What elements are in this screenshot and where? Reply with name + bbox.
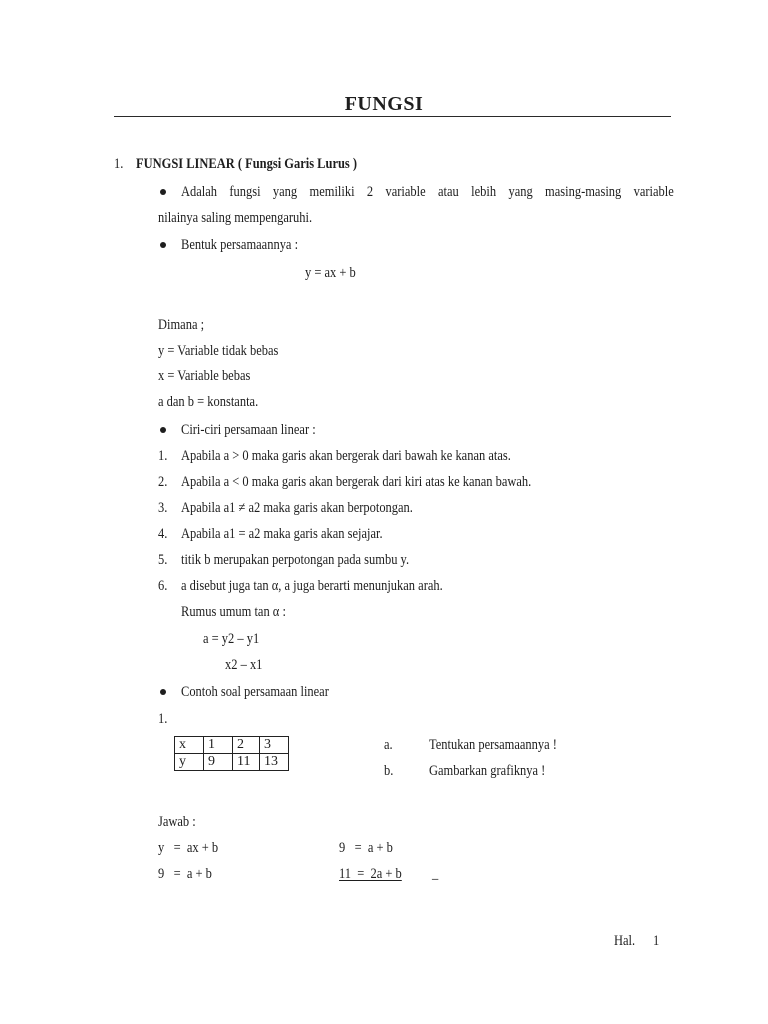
answer-right-line-1: 9 = a + b bbox=[339, 840, 393, 856]
where-x: x = Variable bebas bbox=[158, 368, 251, 384]
table-row bbox=[175, 754, 289, 771]
trait-number: 2. bbox=[158, 474, 168, 490]
trait-number: 6. bbox=[158, 578, 168, 594]
bullet-icon bbox=[160, 689, 166, 695]
table-cell: 3 bbox=[260, 737, 289, 754]
question-letter: b. bbox=[384, 763, 394, 779]
trait-text: titik b merupakan perpotongan pada sumbu y. bbox=[181, 552, 410, 568]
table-row bbox=[175, 737, 289, 754]
table-cell: 2 bbox=[233, 737, 260, 754]
question-text: Gambarkan grafiknya ! bbox=[429, 763, 546, 779]
where-ab: a dan b = konstanta. bbox=[158, 394, 259, 410]
section-heading: FUNGSI LINEAR ( Fungsi Garis Lurus ) bbox=[136, 156, 358, 172]
trait-number: 3. bbox=[158, 500, 168, 516]
definition-line-2: nilainya saling mempengaruhi. bbox=[158, 210, 313, 226]
table-cell: 13 bbox=[260, 754, 289, 771]
question-letter: a. bbox=[384, 737, 393, 753]
trait-text: Apabila a < 0 maka garis akan bergerak dari kiri atas ke kanan bawah. bbox=[181, 474, 532, 490]
trait-number: 1. bbox=[158, 448, 168, 464]
form-equation: y = ax + b bbox=[305, 265, 356, 281]
trait-number: 5. bbox=[158, 552, 168, 568]
xy-table bbox=[174, 736, 289, 771]
table-cell: x bbox=[175, 737, 204, 754]
example-label: Contoh soal persamaan linear bbox=[181, 684, 329, 700]
trait-text: Apabila a > 0 maka garis akan bergerak dari bawah ke kanan atas. bbox=[181, 448, 511, 464]
trait-text: Apabila a1 ≠ a2 maka garis akan berpotongan. bbox=[181, 500, 413, 516]
section-number: 1. bbox=[114, 156, 124, 172]
where-y: y = Variable tidak bebas bbox=[158, 343, 279, 359]
table-cell: 1 bbox=[204, 737, 233, 754]
where-label: Dimana ; bbox=[158, 317, 205, 333]
bullet-icon bbox=[160, 189, 166, 195]
trait-text: a disebut juga tan α, a juga berarti menunjukan arah. bbox=[181, 578, 443, 594]
example-number: 1. bbox=[158, 711, 168, 727]
answer-left-line-2: 9 = a + b bbox=[158, 866, 212, 882]
definition-line-1: Adalah fungsi yang memiliki 2 variable atau lebih yang masing-masing variable bbox=[181, 184, 674, 200]
form-label: Bentuk persamaannya : bbox=[181, 237, 299, 253]
table-cell: 11 bbox=[233, 754, 260, 771]
footer-page-number: 1 bbox=[653, 933, 660, 949]
formula-denominator: x2 – x1 bbox=[225, 657, 263, 673]
formula-numerator: a = y2 – y1 bbox=[203, 631, 260, 647]
bullet-icon bbox=[160, 242, 166, 248]
answer-label: Jawab : bbox=[158, 814, 196, 830]
table-cell: y bbox=[175, 754, 204, 771]
answer-right-line-2-tail: _ bbox=[432, 866, 439, 882]
traits-label: Ciri-ciri persamaan linear : bbox=[181, 422, 316, 438]
formula-label: Rumus umum tan α : bbox=[181, 604, 286, 620]
table-cell: 9 bbox=[204, 754, 233, 771]
question-text: Tentukan persamaannya ! bbox=[429, 737, 557, 753]
trait-number: 4. bbox=[158, 526, 168, 542]
bullet-icon bbox=[160, 427, 166, 433]
footer-page-label: Hal. bbox=[614, 933, 636, 949]
trait-text: Apabila a1 = a2 maka garis akan sejajar. bbox=[181, 526, 383, 542]
answer-right-line-2: 11 = 2a + b bbox=[339, 866, 402, 882]
page-title: FUNGSI bbox=[344, 93, 424, 115]
answer-left-line-1: y = ax + b bbox=[158, 840, 219, 856]
title-divider bbox=[114, 116, 671, 117]
